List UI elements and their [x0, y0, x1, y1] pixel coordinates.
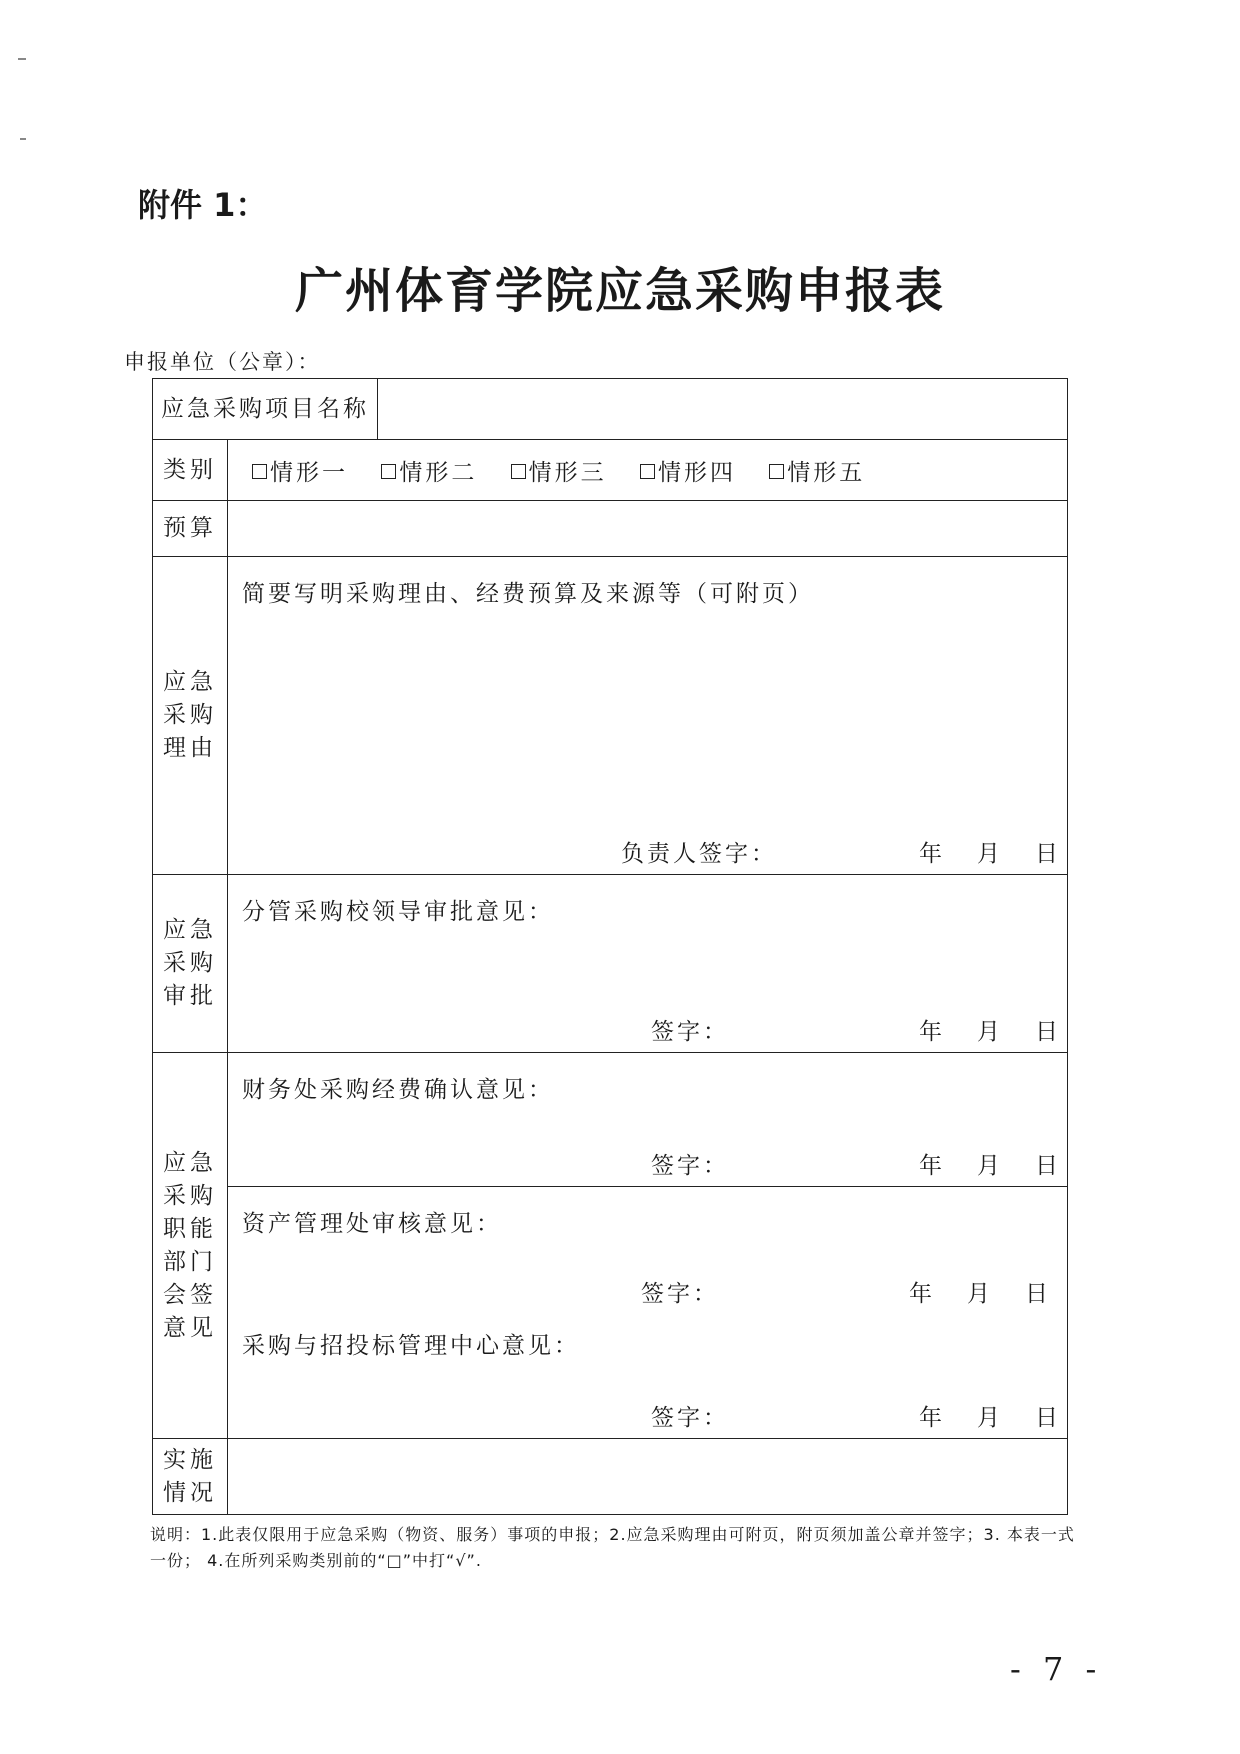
form-note: 说明：1.此表仅限用于应急采购（物资、服务）事项的申报；2.应急采购理由可附页，附页须加盖公章并签字；3. 本表一式一份； 4.在所列采购类别前的“□”中打“√”.: [150, 1525, 1075, 1570]
checkbox-icon: [640, 464, 655, 479]
application-form-table: [152, 378, 1068, 1515]
category-option-1[interactable]: 情形一: [252, 454, 348, 487]
implementation-label: 实施情况: [153, 1439, 228, 1515]
implementation-row: [153, 1439, 1068, 1515]
signature-label: 签字：: [651, 1405, 729, 1431]
asset-bid-row: [153, 1187, 1068, 1439]
month-label: 月: [977, 1405, 1003, 1431]
reason-field[interactable]: [228, 557, 1068, 875]
month-label: 月: [977, 1019, 1003, 1045]
approval-signature-line: [621, 1013, 1061, 1046]
signature-label: 签字：: [641, 1281, 719, 1307]
project-name-row: [153, 379, 1068, 440]
month-label: 月: [967, 1281, 993, 1307]
finance-signature-line: [621, 1147, 1061, 1180]
year-label: 年: [909, 1281, 935, 1307]
reason-label: 应急采购理由: [153, 557, 228, 875]
reason-signature-line: [621, 835, 1061, 868]
day-label: 日: [1035, 1405, 1061, 1431]
signature-label: 签字：: [651, 1019, 729, 1045]
approval-field[interactable]: [228, 875, 1068, 1053]
project-name-field[interactable]: [378, 379, 1068, 440]
month-label: 月: [977, 1153, 1003, 1179]
asset-signature-line: [611, 1275, 1051, 1308]
attachment-label: 附件 1：: [138, 186, 268, 224]
bid-center-signature-line: [621, 1399, 1061, 1432]
year-label: 年: [919, 1019, 945, 1045]
year-label: 年: [919, 1405, 945, 1431]
category-option-3[interactable]: 情形三: [511, 454, 607, 487]
category-options: [228, 440, 1068, 501]
day-label: 日: [1025, 1281, 1051, 1307]
category-option-5[interactable]: 情形五: [769, 454, 865, 487]
signature-label: 负责人签字：: [621, 841, 777, 867]
day-label: 日: [1035, 841, 1061, 867]
finance-field[interactable]: [228, 1053, 1068, 1187]
category-row: [153, 440, 1068, 501]
category-option-4[interactable]: 情形四: [640, 454, 736, 487]
year-label: 年: [919, 841, 945, 867]
project-name-label: 应急采购项目名称: [153, 379, 378, 440]
day-label: 日: [1035, 1019, 1061, 1045]
reason-hint: 简要写明采购理由、经费预算及来源等（可附页）: [242, 581, 814, 607]
page-number: - 7 -: [1010, 1650, 1103, 1688]
applicant-unit-label: 申报单位（公章）：: [124, 350, 321, 374]
checkbox-icon: [511, 464, 526, 479]
budget-row: [153, 501, 1068, 557]
reason-row: [153, 557, 1068, 875]
budget-label: 预算: [153, 501, 228, 557]
year-label: 年: [919, 1153, 945, 1179]
checkbox-icon: [252, 464, 267, 479]
approval-row: [153, 875, 1068, 1053]
day-label: 日: [1035, 1153, 1061, 1179]
month-label: 月: [977, 841, 1003, 867]
signature-label: 签字：: [651, 1153, 729, 1179]
asset-hint: 资产管理处审核意见：: [242, 1211, 502, 1237]
category-label: 类别: [153, 440, 228, 501]
scan-mark: [20, 138, 26, 140]
implementation-field[interactable]: [228, 1439, 1068, 1515]
checkbox-icon: [381, 464, 396, 479]
approval-label: 应急采购审批: [153, 875, 228, 1053]
scan-mark: [18, 58, 26, 60]
category-option-2[interactable]: 情形二: [381, 454, 477, 487]
finance-hint: 财务处采购经费确认意见：: [242, 1077, 554, 1103]
asset-bid-field[interactable]: [228, 1187, 1068, 1439]
budget-field[interactable]: [228, 501, 1068, 557]
checkbox-icon: [769, 464, 784, 479]
departments-label: 应急采购职能部门会签意见: [153, 1053, 228, 1439]
finance-row: [153, 1053, 1068, 1187]
approval-hint: 分管采购校领导审批意见：: [242, 899, 554, 925]
form-title: 广州体育学院应急采购申报表: [294, 263, 945, 319]
bid-center-hint: 采购与招投标管理中心意见：: [242, 1333, 580, 1359]
